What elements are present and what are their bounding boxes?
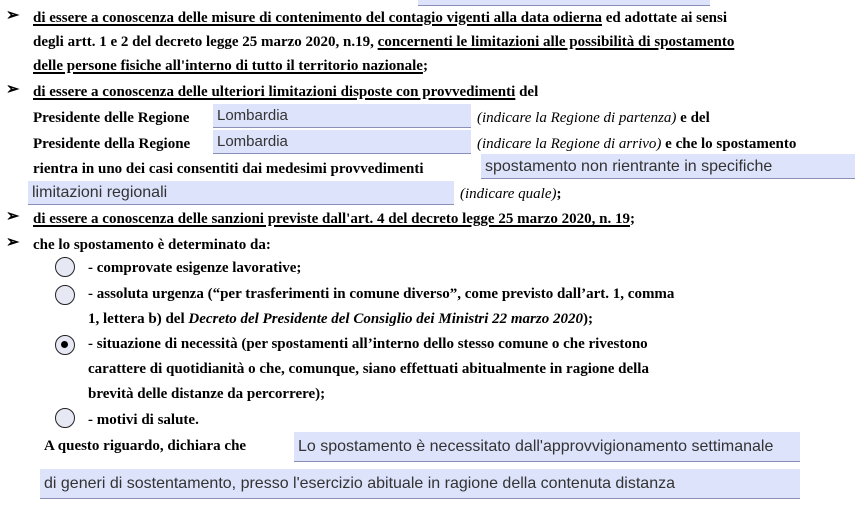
bullet-arrow-icon: ➢ — [6, 234, 20, 251]
p1-line2 — [33, 33, 734, 51]
region-from-hint: (indicare la Regione di partenza) — [477, 110, 677, 126]
p2-line4: rientra in uno dei casi consentiti dai medesimi provvedimenti — [33, 161, 424, 177]
opt-necessity-line3: brevità delle distanze da percorrere); — [88, 386, 326, 402]
opt-necessity-line2: carattere di quotidianità o che, comunque, siano effettuati abitualmente in ragione della — [88, 361, 649, 377]
p3-line — [33, 210, 635, 228]
opt-urgency-line1: - assoluta urgenza (“per trasferimenti in comune diverso”, come previsto dall’art. 1, comma — [88, 286, 675, 302]
region-to-hint: (indicare la Regione di arrivo) — [477, 136, 662, 152]
opt-urgency-l2b: Decreto del Presidente del Consiglio dei Ministri 22 marzo 2020 — [188, 311, 583, 327]
radio-urgency[interactable] — [55, 285, 75, 305]
reason-field-line2[interactable]: di generi di sostentamento, presso l'esercizio abituale in ragione della contenuta distanza — [40, 469, 800, 499]
radio-necessity[interactable] — [55, 335, 75, 355]
p1-line1 — [33, 9, 727, 27]
region-from-field[interactable]: Lombardia — [213, 104, 471, 128]
p2-line2-tail — [477, 109, 710, 127]
p3-text: di essere a conoscenza delle sanzioni previste dall'art. 4 del decreto legge 25 marzo 2020, n. 19 — [33, 211, 630, 227]
p4-heading: che lo spostamento è determinato da: — [33, 237, 271, 253]
p1-l3a: delle persone fisiche all'interno di tutto il territorio nazionale — [33, 58, 423, 74]
opt-urgency-l2c: ); — [582, 311, 593, 327]
reason-label: A questo riguardo, dichiara che — [44, 438, 247, 454]
p1-l2a: degli artt. 1 e 2 del decreto legge 25 marzo 2020, n.19, — [33, 34, 374, 50]
opt-work-label: - comprovate esigenze lavorative; — [88, 260, 302, 276]
p3-end: ; — [630, 211, 635, 227]
case-hint: (indicare quale) — [460, 186, 557, 202]
p2-line3-tail — [477, 135, 796, 153]
case-field-line2[interactable]: limitazioni regionali — [28, 181, 454, 205]
p1-line3 — [33, 57, 428, 75]
p2-line3-label: Presidente della Regione — [33, 136, 191, 152]
p2-l1b: del — [519, 84, 539, 100]
p2-line5-tail — [460, 185, 562, 203]
radio-health[interactable] — [55, 408, 75, 428]
p1-l1a: di essere a conoscenza delle misure di contenimento del contagio vigenti alla data odierna — [33, 10, 602, 26]
p2-line1 — [33, 83, 538, 101]
p2-l5end: ; — [556, 186, 562, 202]
bullet-arrow-icon: ➢ — [6, 7, 20, 24]
p2-l1a: di essere a conoscenza delle ulteriori limitazioni disposte con provvedimenti — [33, 84, 516, 100]
opt-urgency-l2a: 1, lettera b) del — [88, 311, 185, 327]
bullet-arrow-icon: ➢ — [6, 208, 20, 225]
p2-l3end: e che lo spostamento — [665, 136, 797, 152]
p1-l2b: concernenti le limitazioni alle possibilità di spostamento — [377, 34, 735, 50]
bullet-arrow-icon: ➢ — [6, 81, 20, 98]
p1-l3b: ; — [422, 58, 428, 74]
radio-work[interactable] — [55, 257, 75, 277]
top-field-edge[interactable] — [418, 0, 710, 6]
opt-urgency-line2 — [88, 310, 593, 328]
p2-line2-label: Presidente delle Regione — [33, 110, 190, 126]
case-field-line1[interactable]: spostamento non rientrante in specifiche — [481, 154, 855, 179]
reason-field-line1[interactable]: Lo spostamento è necessitato dall'approvvigionamento settimanale — [294, 432, 800, 462]
opt-necessity-line1: - situazione di necessità (per spostamenti all’interno dello stesso comune o che rivestono — [88, 336, 648, 352]
p2-l2end: e del — [680, 110, 710, 126]
region-to-field[interactable]: Lombardia — [213, 130, 471, 154]
radio-selected-dot — [61, 341, 68, 348]
opt-health-label: - motivi di salute. — [88, 412, 199, 428]
p1-l1b: ed adottate ai sensi — [605, 10, 727, 26]
